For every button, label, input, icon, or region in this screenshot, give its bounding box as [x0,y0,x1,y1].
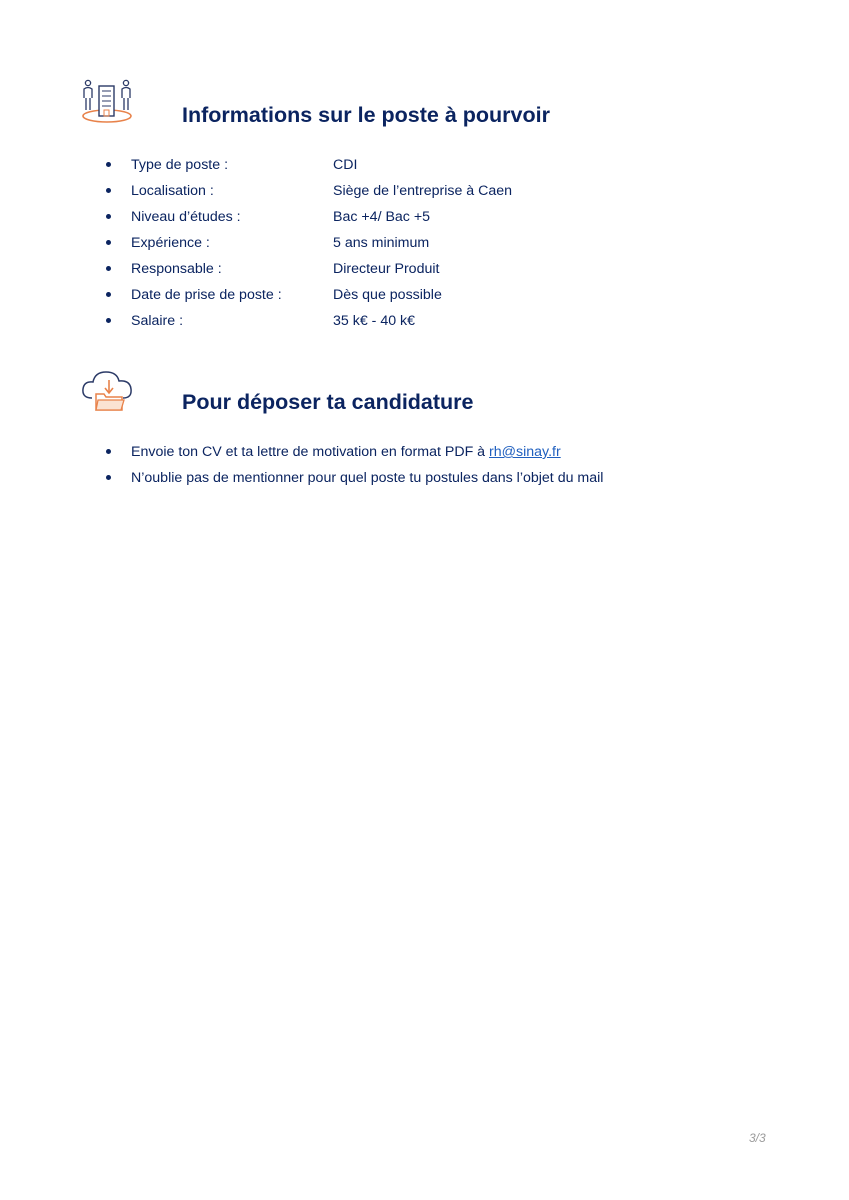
info-label: Niveau d’études : [131,209,241,225]
info-value: CDI [333,157,358,173]
bullet-icon [106,449,111,454]
info-value: 35 k€ - 40 k€ [333,313,416,329]
info-label: Expérience : [131,235,210,251]
people-building-icon [80,78,134,126]
info-label: Responsable : [131,261,222,277]
bullet-icon [106,266,111,271]
send-cv-text [131,442,561,462]
cloud-download-folder-icon [80,368,136,414]
info-label: Date de prise de poste : [131,287,282,303]
info-value: 5 ans minimum [333,235,430,251]
info-label: Salaire : [131,313,184,329]
list-item [0,233,849,259]
list-item [0,468,849,494]
bullet-icon [106,214,111,219]
bullet-icon [106,240,111,245]
email-link[interactable]: rh@sinay.fr [489,444,561,460]
info-value: Bac +4/ Bac +5 [333,209,431,225]
mention-text: N’oublie pas de mentionner pour quel poste tu postules dans l’objet du mail [131,470,604,486]
bullet-icon [106,475,111,480]
section-title-application: Pour déposer ta candidature [182,390,474,414]
list-item [0,207,849,233]
list-item [0,285,849,311]
page-number: 3/3 [749,1131,766,1145]
info-label: Localisation : [131,183,214,199]
info-value: Directeur Produit [333,261,440,277]
bullet-icon [106,292,111,297]
info-value: Dès que possible [333,287,442,303]
bullet-icon [106,162,111,167]
list-item [0,311,849,337]
send-cv-label: Envoie ton CV et ta lettre de motivation en format PDF à [131,444,490,460]
list-item [0,181,849,207]
list-item [0,259,849,285]
bullet-icon [106,318,111,323]
bullet-icon [106,188,111,193]
section-title-job-info: Informations sur le poste à pourvoir [182,103,550,127]
list-item [0,155,849,181]
info-label: Type de poste : [131,157,229,173]
info-value: Siège de l’entreprise à Caen [333,183,513,199]
list-item [0,442,849,468]
